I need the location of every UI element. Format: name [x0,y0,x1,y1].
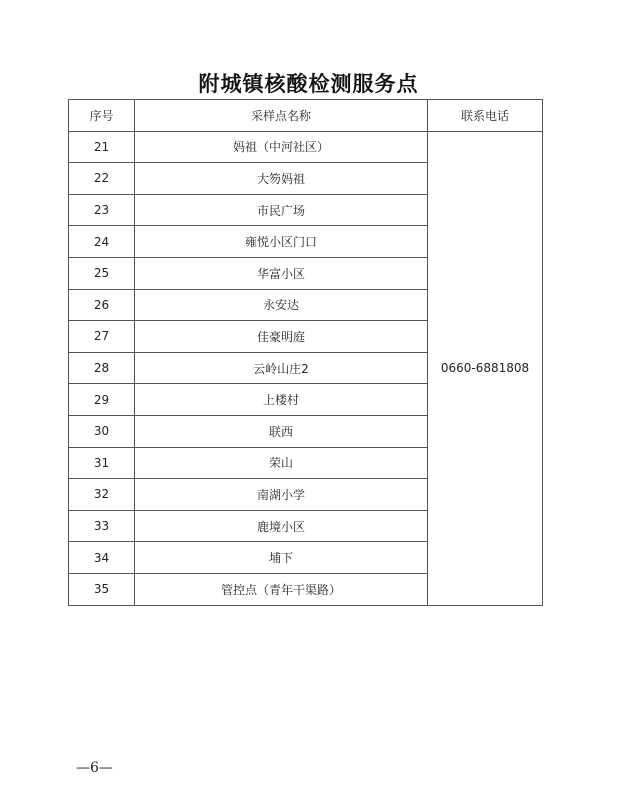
row-serial-number: 22 [69,163,135,195]
service-points-table [68,99,543,606]
row-sampling-point-name: 华富小区 [135,257,428,289]
row-serial-number: 28 [69,352,135,384]
row-serial-number: 29 [69,384,135,416]
row-serial-number: 32 [69,479,135,511]
row-serial-number: 34 [69,542,135,574]
row-sampling-point-name: 佳豪明庭 [135,321,428,353]
header-sampling-point-name: 采样点名称 [135,100,428,132]
row-sampling-point-name: 荣山 [135,447,428,479]
row-sampling-point-name: 大笏妈祖 [135,163,428,195]
row-serial-number: 33 [69,510,135,542]
row-serial-number: 27 [69,321,135,353]
row-sampling-point-name: 妈祖（中河社区） [135,131,428,163]
row-sampling-point-name: 埔下 [135,542,428,574]
row-serial-number: 23 [69,194,135,226]
header-contact-phone: 联系电话 [428,100,543,132]
row-serial-number: 30 [69,415,135,447]
row-sampling-point-name: 永安达 [135,289,428,321]
contact-phone-cell: 0660-6881808 [428,131,543,605]
row-sampling-point-name: 管控点（青年干渠路） [135,573,428,605]
row-serial-number: 31 [69,447,135,479]
row-serial-number: 24 [69,226,135,258]
row-sampling-point-name: 上楼村 [135,384,428,416]
page-number: —6— [76,760,113,776]
row-sampling-point-name: 联西 [135,415,428,447]
header-serial-number: 序号 [69,100,135,132]
row-sampling-point-name: 鹿境小区 [135,510,428,542]
row-sampling-point-name: 雍悦小区门口 [135,226,428,258]
table-header-row [69,100,543,132]
table-body [69,131,543,605]
row-serial-number: 26 [69,289,135,321]
row-serial-number: 35 [69,573,135,605]
row-serial-number: 21 [69,131,135,163]
document-title: 附城镇核酸检测服务点 [198,72,419,96]
row-sampling-point-name: 云岭山庄2 [135,352,428,384]
row-sampling-point-name: 南湖小学 [135,479,428,511]
row-serial-number: 25 [69,257,135,289]
table-row [69,131,543,163]
row-sampling-point-name: 市民广场 [135,194,428,226]
